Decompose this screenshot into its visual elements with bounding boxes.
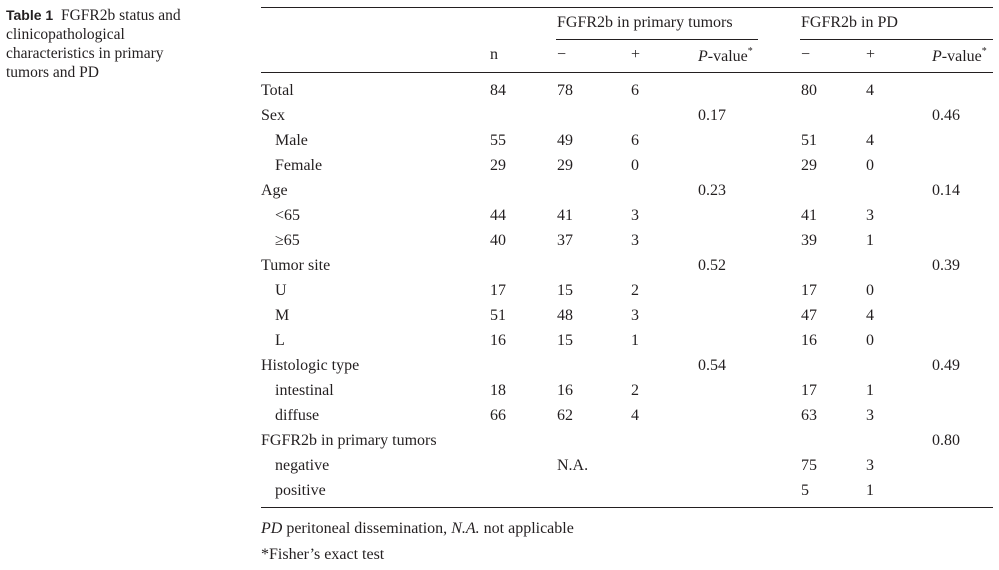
cell-pd-neg: 29	[801, 157, 817, 174]
cell-pd-neg: 75	[801, 457, 817, 474]
cell-pd-neg: 5	[801, 482, 809, 499]
group-rule-pd	[800, 39, 993, 40]
cell-primary-pvalue: 0.17	[698, 107, 726, 124]
cell-pd-pos: 3	[866, 407, 874, 424]
row-label: Age	[261, 182, 288, 199]
cell-pd-neg: 16	[801, 332, 817, 349]
cell-pd-pvalue: 0.14	[932, 182, 960, 199]
cell-pd-pos: 3	[866, 207, 874, 224]
p-rest: -value	[707, 48, 748, 65]
row-label: FGFR2b in primary tumors	[261, 432, 437, 449]
p-letter: P	[932, 48, 942, 65]
cell-primary-pvalue: 0.52	[698, 257, 726, 274]
cell-pd-pos: 1	[866, 482, 874, 499]
cell-pd-pvalue: 0.39	[932, 257, 960, 274]
col-header-pd-neg: −	[801, 46, 811, 63]
p-mark: *	[981, 46, 987, 57]
row-label: Sex	[261, 107, 285, 124]
cell-primary-neg: 29	[557, 157, 573, 174]
cell-pd-neg: 63	[801, 407, 817, 424]
table-caption	[6, 6, 206, 82]
cell-primary-neg: 48	[557, 307, 573, 324]
abbr-na: N.A.	[451, 520, 480, 537]
cell-pd-neg: 51	[801, 132, 817, 149]
cell-primary-neg: 15	[557, 282, 573, 299]
cell-primary-neg: N.A.	[557, 457, 589, 474]
footnote-fisher: *Fisher’s exact test	[261, 546, 385, 563]
cell-pd-neg: 17	[801, 282, 817, 299]
cell-n: 18	[490, 382, 506, 399]
cell-n: 84	[490, 82, 506, 99]
cell-primary-neg: 62	[557, 407, 573, 424]
cell-pd-pvalue: 0.49	[932, 357, 960, 374]
cell-n: 29	[490, 157, 506, 174]
cell-primary-pos: 3	[631, 232, 639, 249]
row-label: intestinal	[275, 382, 334, 399]
cell-pd-pos: 0	[866, 157, 874, 174]
abbr-na-text: not applicable	[479, 520, 574, 537]
row-label: diffuse	[275, 407, 320, 424]
cell-pd-pos: 0	[866, 282, 874, 299]
cell-pd-neg: 41	[801, 207, 817, 224]
cell-primary-pos: 2	[631, 382, 639, 399]
cell-primary-pos: 3	[631, 207, 639, 224]
col-header-pd-pvalue	[932, 46, 987, 66]
cell-pd-pvalue: 0.46	[932, 107, 960, 124]
cell-primary-pvalue: 0.54	[698, 357, 726, 374]
top-rule	[261, 7, 993, 8]
row-label: Total	[261, 82, 294, 99]
cell-primary-pos: 2	[631, 282, 639, 299]
cell-primary-pos: 1	[631, 332, 639, 349]
cell-pd-pos: 4	[866, 82, 874, 99]
table-caption-text: FGFR2b status and clinicopathological characteristics in primary tumors and PD	[6, 7, 181, 81]
col-header-primary-pos: +	[631, 46, 641, 63]
cell-n: 17	[490, 282, 506, 299]
row-label: <65	[275, 207, 301, 224]
cell-primary-pos: 4	[631, 407, 639, 424]
header-rule	[261, 72, 993, 73]
cell-primary-pos: 6	[631, 132, 639, 149]
row-label: Female	[275, 157, 323, 174]
abbr-pd-text: peritoneal dissemination,	[282, 520, 452, 537]
cell-primary-pos: 0	[631, 157, 639, 174]
cell-pd-pos: 4	[866, 307, 874, 324]
cell-pd-pos: 1	[866, 232, 874, 249]
p-rest: -value	[941, 48, 982, 65]
row-label: negative	[275, 457, 330, 474]
group-header-pd: FGFR2b in PD	[801, 14, 898, 31]
group-rule-primary	[556, 39, 758, 40]
row-label: M	[275, 307, 290, 324]
col-header-n: n	[490, 46, 498, 63]
row-label: U	[275, 282, 287, 299]
cell-pd-pos: 3	[866, 457, 874, 474]
row-label: L	[275, 332, 285, 349]
cell-pd-neg: 39	[801, 232, 817, 249]
cell-n: 51	[490, 307, 506, 324]
footnote-abbreviations	[261, 520, 574, 538]
p-letter: P	[698, 48, 708, 65]
abbr-pd: PD	[261, 520, 283, 537]
col-header-pd-pos: +	[866, 46, 876, 63]
cell-primary-pos: 6	[631, 82, 639, 99]
cell-n: 44	[490, 207, 506, 224]
row-label: ≥65	[275, 232, 300, 249]
cell-primary-neg: 49	[557, 132, 573, 149]
cell-pd-neg: 80	[801, 82, 817, 99]
cell-primary-neg: 37	[557, 232, 573, 249]
p-mark: *	[747, 46, 753, 57]
cell-n: 40	[490, 232, 506, 249]
cell-primary-pos: 3	[631, 307, 639, 324]
row-label: positive	[275, 482, 326, 499]
cell-pd-neg: 17	[801, 382, 817, 399]
col-header-primary-pvalue	[698, 46, 753, 66]
cell-primary-neg: 15	[557, 332, 573, 349]
cell-n: 16	[490, 332, 506, 349]
cell-n: 66	[490, 407, 506, 424]
cell-pd-pos: 4	[866, 132, 874, 149]
row-label: Histologic type	[261, 357, 360, 374]
cell-primary-pvalue: 0.23	[698, 182, 726, 199]
cell-pd-pvalue: 0.80	[932, 432, 960, 449]
col-header-primary-neg: −	[557, 46, 567, 63]
cell-pd-pos: 0	[866, 332, 874, 349]
cell-primary-neg: 41	[557, 207, 573, 224]
row-label: Tumor site	[261, 257, 331, 274]
cell-primary-neg: 78	[557, 82, 573, 99]
cell-pd-pos: 1	[866, 382, 874, 399]
cell-n: 55	[490, 132, 506, 149]
row-label: Male	[275, 132, 308, 149]
table-label: Table 1	[6, 7, 54, 23]
cell-primary-neg: 16	[557, 382, 573, 399]
group-header-primary: FGFR2b in primary tumors	[557, 14, 733, 31]
bottom-rule	[261, 507, 993, 508]
cell-pd-neg: 47	[801, 307, 817, 324]
